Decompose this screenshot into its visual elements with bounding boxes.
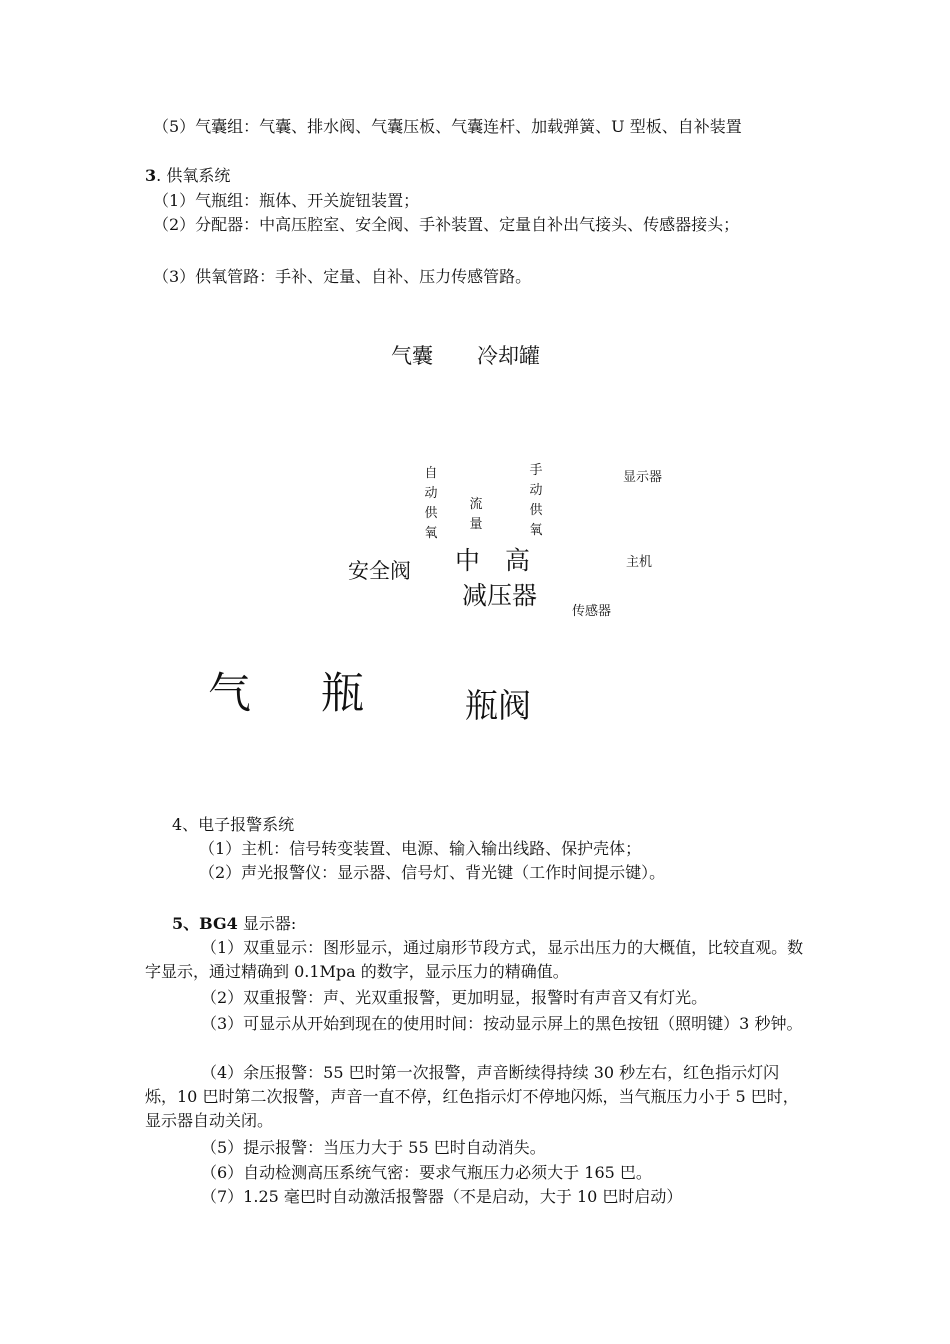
bottle-label: 瓶 (321, 669, 364, 719)
bg4-item-3: （3）可显示从开始到现在的使用时间：按动显示屏上的黑色按钮（照明键）3 秒钟。 (201, 1014, 803, 1033)
oxygen-heading-text: . 供氧系统 (156, 166, 231, 185)
bottle-valve-label: 瓶阀 (465, 686, 531, 725)
bg4-heading-number: 5、 (172, 914, 200, 933)
bg4-item-4: （4）余压报警：55 巴时第一次报警，声音断续得持续 30 秒左右，红色指示灯闪烁，10 巴时第二次报警，声音一直不停，红色指示灯不停地闪烁，当气瓶压力小于 5 巴时，显示器自动关闭。 (145, 1063, 799, 1130)
bg4-item-2: （2）双重报警：声、光双重报警，更加明显，报警时有声音又有灯光。 (201, 988, 708, 1007)
gas-label: 气 (208, 669, 251, 719)
airbag-group-text: （5）气囊组：气囊、排水阀、气囊压板、气囊连杆、加载弹簧、U 型板、自补装置 (153, 117, 742, 136)
flow-label: 流 量 (469, 497, 483, 532)
alarm-sound-light-text: （2）声光报警仪：显示器、信号灯、背光键（工作时间提示键）。 (199, 863, 666, 882)
bg4-item-5: （5）提示报警：当压力大于 55 巴时自动消失。 (201, 1138, 546, 1157)
auto-supply-label: 自 动 供 氧 (424, 466, 438, 541)
cylinder-group-text: （1）气瓶组：瓶体、开关旋钮装置； (153, 191, 420, 210)
reducer-label: 减压器 (462, 581, 538, 610)
display-label: 显示器 (623, 470, 663, 485)
airbag-label: 气囊 (391, 344, 433, 368)
alarm-host-text: （1）主机：信号转变装置、电源、输入输出线路、保护壳体； (199, 839, 642, 858)
host-label: 主机 (626, 555, 653, 570)
safety-valve-label: 安全阀 (348, 559, 411, 583)
bg4-heading (172, 912, 807, 936)
oxygen-pipes-text: （3）供氧管路：手补、定量、自补、压力传感管路。 (153, 267, 532, 286)
cooling-tank-label: 冷却罐 (477, 344, 540, 368)
oxygen-heading-number: 3 (145, 166, 157, 185)
oxygen-system-heading (145, 164, 807, 188)
manual-supply-label: 手 动 供 氧 (529, 463, 543, 538)
sensor-label: 传感器 (572, 604, 612, 619)
bg4-item-1: （1）双重显示：图形显示，通过扇形节段方式，显示出压力的大概值，比较直观。数字显示，通过精确到 0.1Mpa 的数字，显示压力的精确值。 (145, 938, 804, 981)
distributor-text: （2）分配器：中高压腔室、安全阀、手补装置、定量自补出气接头、传感器接头； (153, 215, 740, 234)
bg4-heading-model: BG4 (199, 914, 238, 933)
bg4-item-7: （7）1.25 毫巴时自动激活报警器（不是启动，大于 10 巴时启动） (201, 1187, 683, 1206)
mid-high-label: 中 高 (455, 546, 531, 575)
bg4-heading-rest: 显示器: (237, 914, 297, 933)
bg4-item-6: （6）自动检测高压系统气密：要求气瓶压力必须大于 165 巴。 (201, 1163, 652, 1182)
alarm-heading: 4、电子报警系统 (172, 815, 295, 834)
